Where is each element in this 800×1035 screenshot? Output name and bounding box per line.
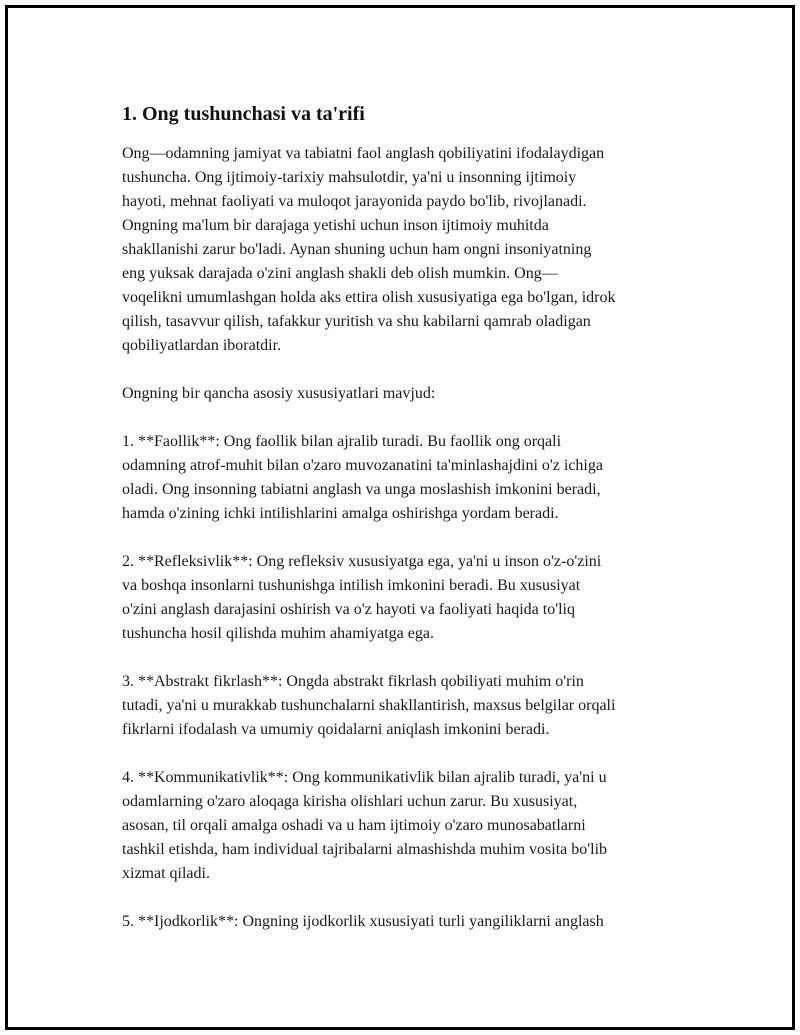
paragraph-kommunikativlik: 4. **Kommunikativlik**: Ong kommunikativlik bilan ajralib turadi, ya'ni u odamlarning o'zaro aloqaga kirisha olishlari uchun zarur. Bu xususiyat, asosan, til orqali amalga oshadi va u ham ijtimoiy o'zaro munosabatlarni tashkil etishda, ham individual tajribalarni almashishda muhim vosita bo'lib xizmat qiladi. — [122, 769, 608, 882]
document-content — [122, 100, 702, 958]
paragraph-faollik: 1. **Faollik**: Ong faollik bilan ajralib turadi. Bu faollik ong orqali odamning atrof-muhit bilan o'zaro muvozanatini ta'minlashajdini o'z ichiga oladi. Ong insonning tabiatni anglash va unga moslashish imkonini beradi, hamda o'zining ichki intilishlarini amalga oshirishga yordam beradi. — [122, 433, 603, 522]
section-title: 1. Ong tushunchasi va ta'rifi — [122, 103, 365, 125]
paragraph-abstrakt-fikrlash: 3. **Abstrakt fikrlash**: Ongda abstrakt fikrlash qobiliyati muhim o'rin tutadi, ya'ni u murakkab tushunchalarni shakllantirish, maxsus belgilar orqali fikrlarni ifodalash va umumiy qoidalarni aniqlash imkonini beradi. — [122, 673, 616, 738]
paragraph-refleksivlik: 2. **Refleksivlik**: Ong refleksiv xususiyatga ega, ya'ni u inson o'z-o'zini va boshqa insonlarni tushunishga intilish imkonini beradi. Bu xususiyat o'zini anglash darajasini oshirish va o'z hayoti va faoliyati haqida to'liq tushuncha hosil qilishda muhim ahamiyatga ega. — [122, 553, 602, 642]
paragraph-ijodkorlik: 5. **Ijodkorlik**: Ongning ijodkorlik xususiyati turli yangiliklarni anglash — [122, 913, 604, 930]
paragraph-definition: Ong—odamning jamiyat va tabiatni faol anglash qobiliyatini ifodalaydigan tushuncha. Ong ijtimoiy-tarixiy mahsulotdir, ya'ni u insonning ijtimoiy hayoti, mehnat faoliyati va muloqot jarayonida paydo bo'lib, rivojlanadi. Ongning ma'lum bir darajaga yetishi uchun inson ijtimoiy muhitda shakllanishi zarur bo'ladi. Aynan shuning uchun ham ongni insoniyatning eng yuksak darajada o'zini anglash shakli deb olish mumkin. Ong— voqelikni umumlashgan holda aks ettira olish xususiyatiga ega bo'lgan, idrok qilish, tasavvur qilish, tafakkur yuritish va shu kabilarni qamrab oladigan qobiliyatlardan iboratdir. — [122, 145, 616, 354]
paragraph-intro-list: Ongning bir qancha asosiy xususiyatlari mavjud: — [122, 385, 436, 402]
page-frame — [5, 5, 795, 1030]
